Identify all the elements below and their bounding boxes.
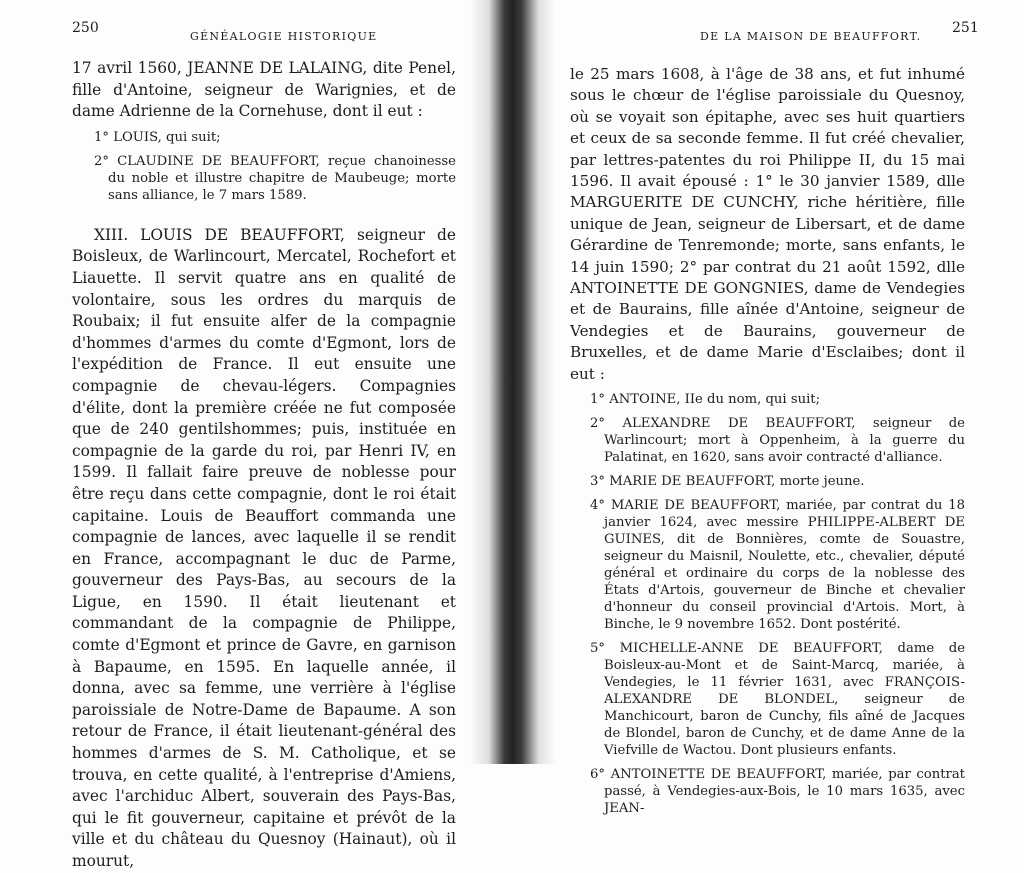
list-item: 2° ALEXANDRE DE BEAUFFORT, seigneur de Warlincourt; mort à Oppenheim, à la guerre du Palatinat, en 1620, sans avoir contracté d'alliance.: [590, 416, 965, 466]
section-paragraph: XIII. LOUIS DE BEAUFFORT, seigneur de Boisleux, de Warlincourt, Mercatel, Rochefort et Liauette. Il servit quatre ans en qualité de volontaire, sous les ordres du marquis de Roubaix; il fut ensuite alfer de la compagnie d'hommes d'armes du comte d'Egmont, lors de l'expédition de France. Il eut ensuite une compagnie de chevau-légers. Compagnies d'élite, dont la première créée ne fut composée que de 240 gentilshommes; puis, instituée en compagnie de la garde du roi, par Henri IV, en 1599. Il fallait faire preuve de noblesse pour être reçu dans cette compagnie, dont le roi était capitaine. Louis de Beauffort commanda une compagnie de lances, avec laquelle il se rendit en France, accompagnant le duc de Parme, gouverneur des Pays-Bas, au secours de la Ligue, en 1590. Il était lieutenant et commandant de la compagnie de Philippe, comte d'Egmont et prince de Gavre, en garnison à Bapaume, en 1595. En laquelle année, il donna, avec sa femme, une verrière à l'église paroissiale de Notre-Dame de Bapaume. A son retour de France, il était lieutenant-général des hommes d'armes de S. M. Catholique, et se trouva, en cette qualité, à l'entreprise d'Amiens, avec l'archiduc Albert, souverain des Pays-Bas, qui le fit gouverneur, capitaine et prévôt de la ville et du château du Quesnoy (Hainaut), où il mourut,: [72, 225, 456, 870]
list-item: 4° MARIE DE BEAUFFORT, mariée, par contrat du 18 janvier 1624, avec messire PHILIPPE-ALBERT DE GUINES, dit de Bonnières, comte de Souastre, seigneur du Maisnil, Noulette, etc., chevalier, député général et ordinaire du corps de la noblesse des États d'Artois, gouverneur de Binche et chevalier d'honneur du conseil provincial d'Artois. Mort, à Binche, le 9 novembre 1652. Dont postérité.: [590, 498, 965, 633]
right-page-text: [570, 64, 965, 824]
right-page: [530, 0, 1024, 817]
left-page-text: [72, 58, 456, 873]
page-number: 250: [72, 20, 99, 36]
children-list: [570, 391, 965, 817]
list-item: 1° ANTOINE, IIe du nom, qui suit;: [590, 392, 821, 408]
continuation-paragraph: le 25 mars 1608, à l'âge de 38 ans, et fut inhumé sous le chœur de l'église paroissiale du Quesnoy, où se voyait son épitaphe, avec ses huit quartiers et ceux de sa seconde femme. Il fut créé chevalier, par lettres-patentes du roi Philippe II, du 15 mai 1596. Il avait épousé : 1° le 30 janvier 1589, dlle MARGUERITE DE CUNCHY, riche héritière, fille unique de Jean, seigneur de Libersart, et de dame Gérardine de Tenremonde; morte, sans enfants, le 14 juin 1590; 2° par contrat du 21 août 1592, dlle ANTOINETTE DE GONGNIES, dame de Vendegies et de Baurains, fille aînée d'Antoine, seigneur de Vendegies et de Baurains, gouverneur de Bruxelles, et de dame Marie d'Esclaibes; dont il eut :: [570, 65, 965, 383]
left-page: [0, 0, 500, 870]
list-item: 6° ANTOINETTE DE BEAUFFORT, mariée, par contrat passé, à Vendegies-aux-Bois, le 10 mars 1635, avec JEAN-: [590, 767, 965, 817]
intro-paragraph: 17 avril 1560, JEANNE DE LALAING, dite Penel, fille d'Antoine, seigneur de Warignies, et de dame Adrienne de la Cornehuse, dont il eut :: [72, 59, 456, 121]
running-header: GÉNÉALOGIE HISTORIQUE: [190, 30, 378, 43]
page-number: 251: [952, 20, 979, 36]
children-list: [72, 129, 456, 204]
list-item: 1° LOUIS, qui suit;: [94, 129, 221, 145]
list-item: 2° CLAUDINE DE BEAUFFORT, reçue chanoinesse du noble et illustre chapitre de Maubeuge; morte sans alliance, le 7 mars 1589.: [94, 153, 456, 203]
list-item: 5° MICHELLE-ANNE DE BEAUFFORT, dame de Boisleux-au-Mont et de Saint-Marcq, mariée, à Vendegies, le 11 février 1631, avec FRANÇOIS-ALEXANDRE DE BLONDEL, seigneur de Manchicourt, baron de Cunchy, fils aîné de Jacques de Blondel, baron de Cunchy, et de dame Anne de la Viefville de Wactou. Dont plusieurs enfants.: [590, 641, 966, 759]
list-item: 3° MARIE DE BEAUFFORT, morte jeune.: [590, 474, 865, 490]
running-header: DE LA MAISON DE BEAUFFORT.: [700, 30, 922, 43]
